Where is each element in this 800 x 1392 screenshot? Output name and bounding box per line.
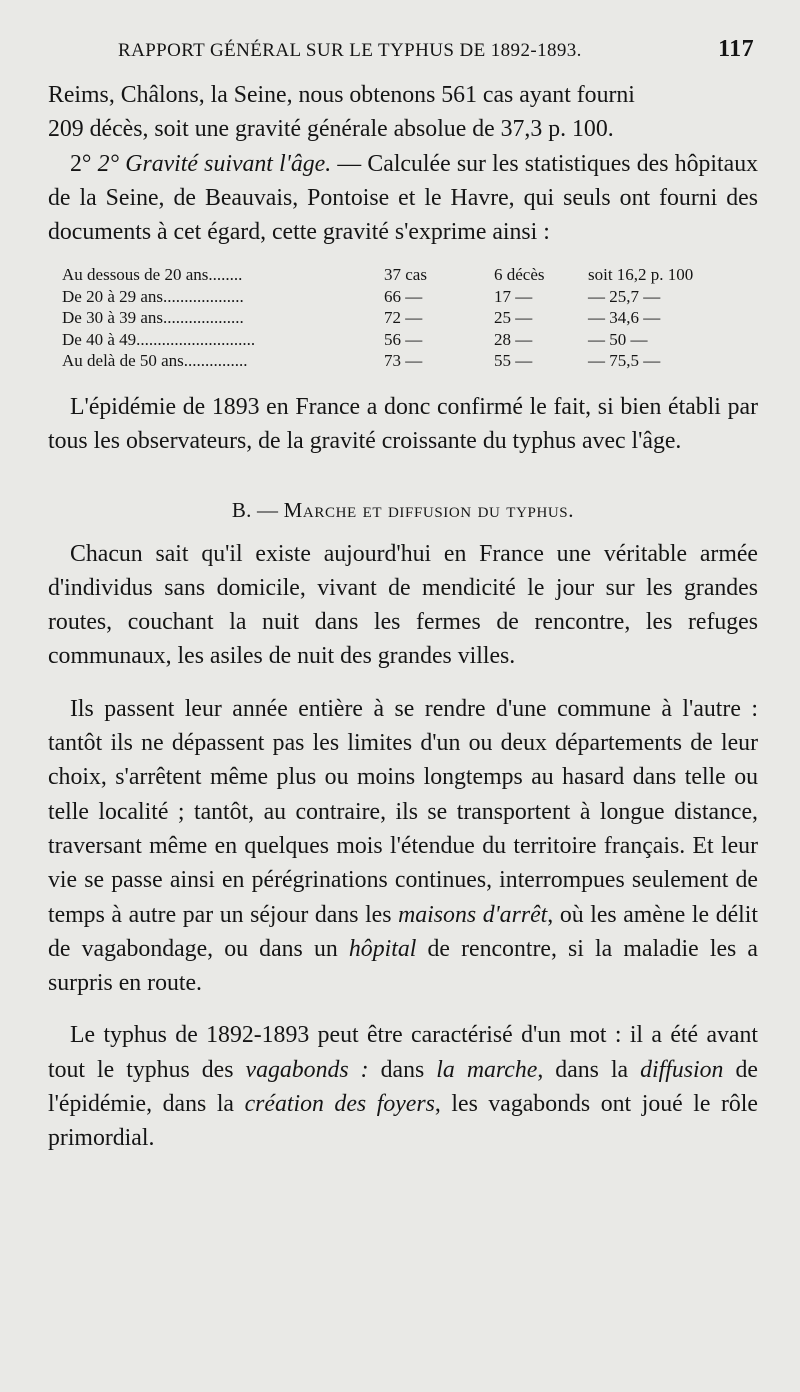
table-cell-cases: 37 cas (384, 265, 427, 285)
table-cell-cases: 72 — (384, 308, 423, 328)
section-b-title: Marche et diffusion du typhus. (283, 497, 575, 522)
table-row (62, 286, 756, 308)
table-cell-rate: — 25,7 — (588, 286, 661, 306)
table-row (62, 329, 756, 351)
table-cell-deaths: 17 — (494, 286, 533, 306)
age-statistics-table (62, 264, 756, 372)
table-row (62, 264, 756, 286)
table-cell-age: De 30 à 39 ans................... (62, 308, 244, 328)
table-cell-deaths: 28 — (494, 329, 533, 349)
table-row (62, 307, 756, 329)
age-gravity-heading-italic: 2° Gravité suivant l'âge. (97, 150, 332, 177)
italic-phrase: diffusion (640, 1056, 724, 1083)
table-cell-rate: — 75,5 — (588, 351, 661, 371)
table-cell-rate: — 50 — (588, 329, 648, 349)
section-b-label: B. — (231, 497, 284, 522)
paragraph-typhus-vagrants (48, 1018, 758, 1155)
age-gravity-dash: — (331, 150, 368, 177)
running-title: RAPPORT GÉNÉRAL SUR LE TYPHUS DE 1892-1893. (118, 40, 582, 61)
epidemic-paragraph: L'épidémie de 1893 en France a donc confirmé le fait, si bien établi par tous les observateurs, de la gravité croissante du typhus avec l'âge. (48, 393, 758, 455)
paragraph-vagrants-army: Chacun sait qu'il existe aujourd'hui en France une véritable armée d'individus sans domicile, vivant de mendicité le jour sur les grandes routes, couchant la nuit dans les fermes de rencontre, les refuges communaux, les asiles de nuit des grandes villes. (48, 540, 758, 670)
paragraph-text: Le typhus de 1892-1893 peut être caractérisé d'un mot : il a été avant tout le typhus des (48, 1022, 758, 1083)
italic-phrase: maisons d'arrêt (398, 901, 548, 928)
age-gravity-text: Calculée sur les statistiques des hôpitaux de la Seine, de Beauvais, Pontoise et le Havre, qui seuls ont fourni des documents à cet égard, cette gravité s'exprime ainsi : (48, 150, 758, 246)
intro-line-2: 209 décès, soit une gravité générale absolue de 37,3 p. 100. (48, 116, 614, 143)
table-cell-rate: soit 16,2 p. 100 (588, 265, 694, 285)
paragraph-text: dans (368, 1056, 437, 1083)
table-cell-cases: 66 — (384, 286, 423, 306)
table-cell-age: Au delà de 50 ans............... (62, 351, 248, 371)
paragraph-text: , où les amène le délit de vagabondage, ou dans un (48, 901, 758, 962)
running-header (48, 34, 758, 78)
paragraph-text: , les vagabonds ont joué le rôle primordial. (48, 1091, 758, 1152)
section-b-heading (48, 495, 758, 525)
intro-line-1: Reims, Châlons, la Seine, nous obtenons 561 cas ayant fourni (48, 82, 635, 108)
italic-phrase: la marche (436, 1056, 538, 1083)
paragraph-wanderings (48, 692, 758, 1001)
age-gravity-paragraph (48, 147, 758, 250)
table-cell-cases: 73 — (384, 351, 423, 371)
table-row (62, 350, 756, 372)
italic-phrase: création des foyers (244, 1091, 435, 1118)
table-cell-cases: 56 — (384, 329, 423, 349)
paragraph-text: , dans la (537, 1056, 641, 1083)
age-gravity-heading: 2° 2° Gravité suivant l'âge. (70, 150, 332, 177)
table-cell-deaths: 55 — (494, 351, 533, 371)
table-cell-age: Au dessous de 20 ans........ (62, 265, 243, 285)
page-number: 117 (718, 36, 754, 62)
table-cell-rate: — 34,6 — (588, 308, 661, 328)
table-cell-deaths: 25 — (494, 308, 533, 328)
table-cell-deaths: 6 décès (494, 265, 545, 285)
paragraph-text: de l'épidémie, dans la (48, 1056, 758, 1118)
italic-phrase: vagabonds : (245, 1056, 369, 1083)
table-cell-age: De 20 à 29 ans................... (62, 286, 244, 306)
italic-phrase: hôpital (348, 935, 417, 962)
table-cell-age: De 40 à 49............................ (62, 329, 256, 349)
paragraph-text: Ils passent leur année entière à se rendre d'une commune à l'autre : tantôt ils ne dépassent pas les limites d'un ou deux départements de leur choix, s'arrêtent même plus ou moins longtemps au hasard dans telle ou telle localité ; tantôt, au contraire, ils se transportent à longue distance, traversant même en quelques mois l'étendue du territoire français. Et leur vie se passe ainsi en pérégrinations continues, interrompues seulement de temps à autre par un séjour dans les (48, 695, 758, 928)
paragraph-text: de rencontre, si la maladie les a surpris en route. (48, 935, 758, 997)
